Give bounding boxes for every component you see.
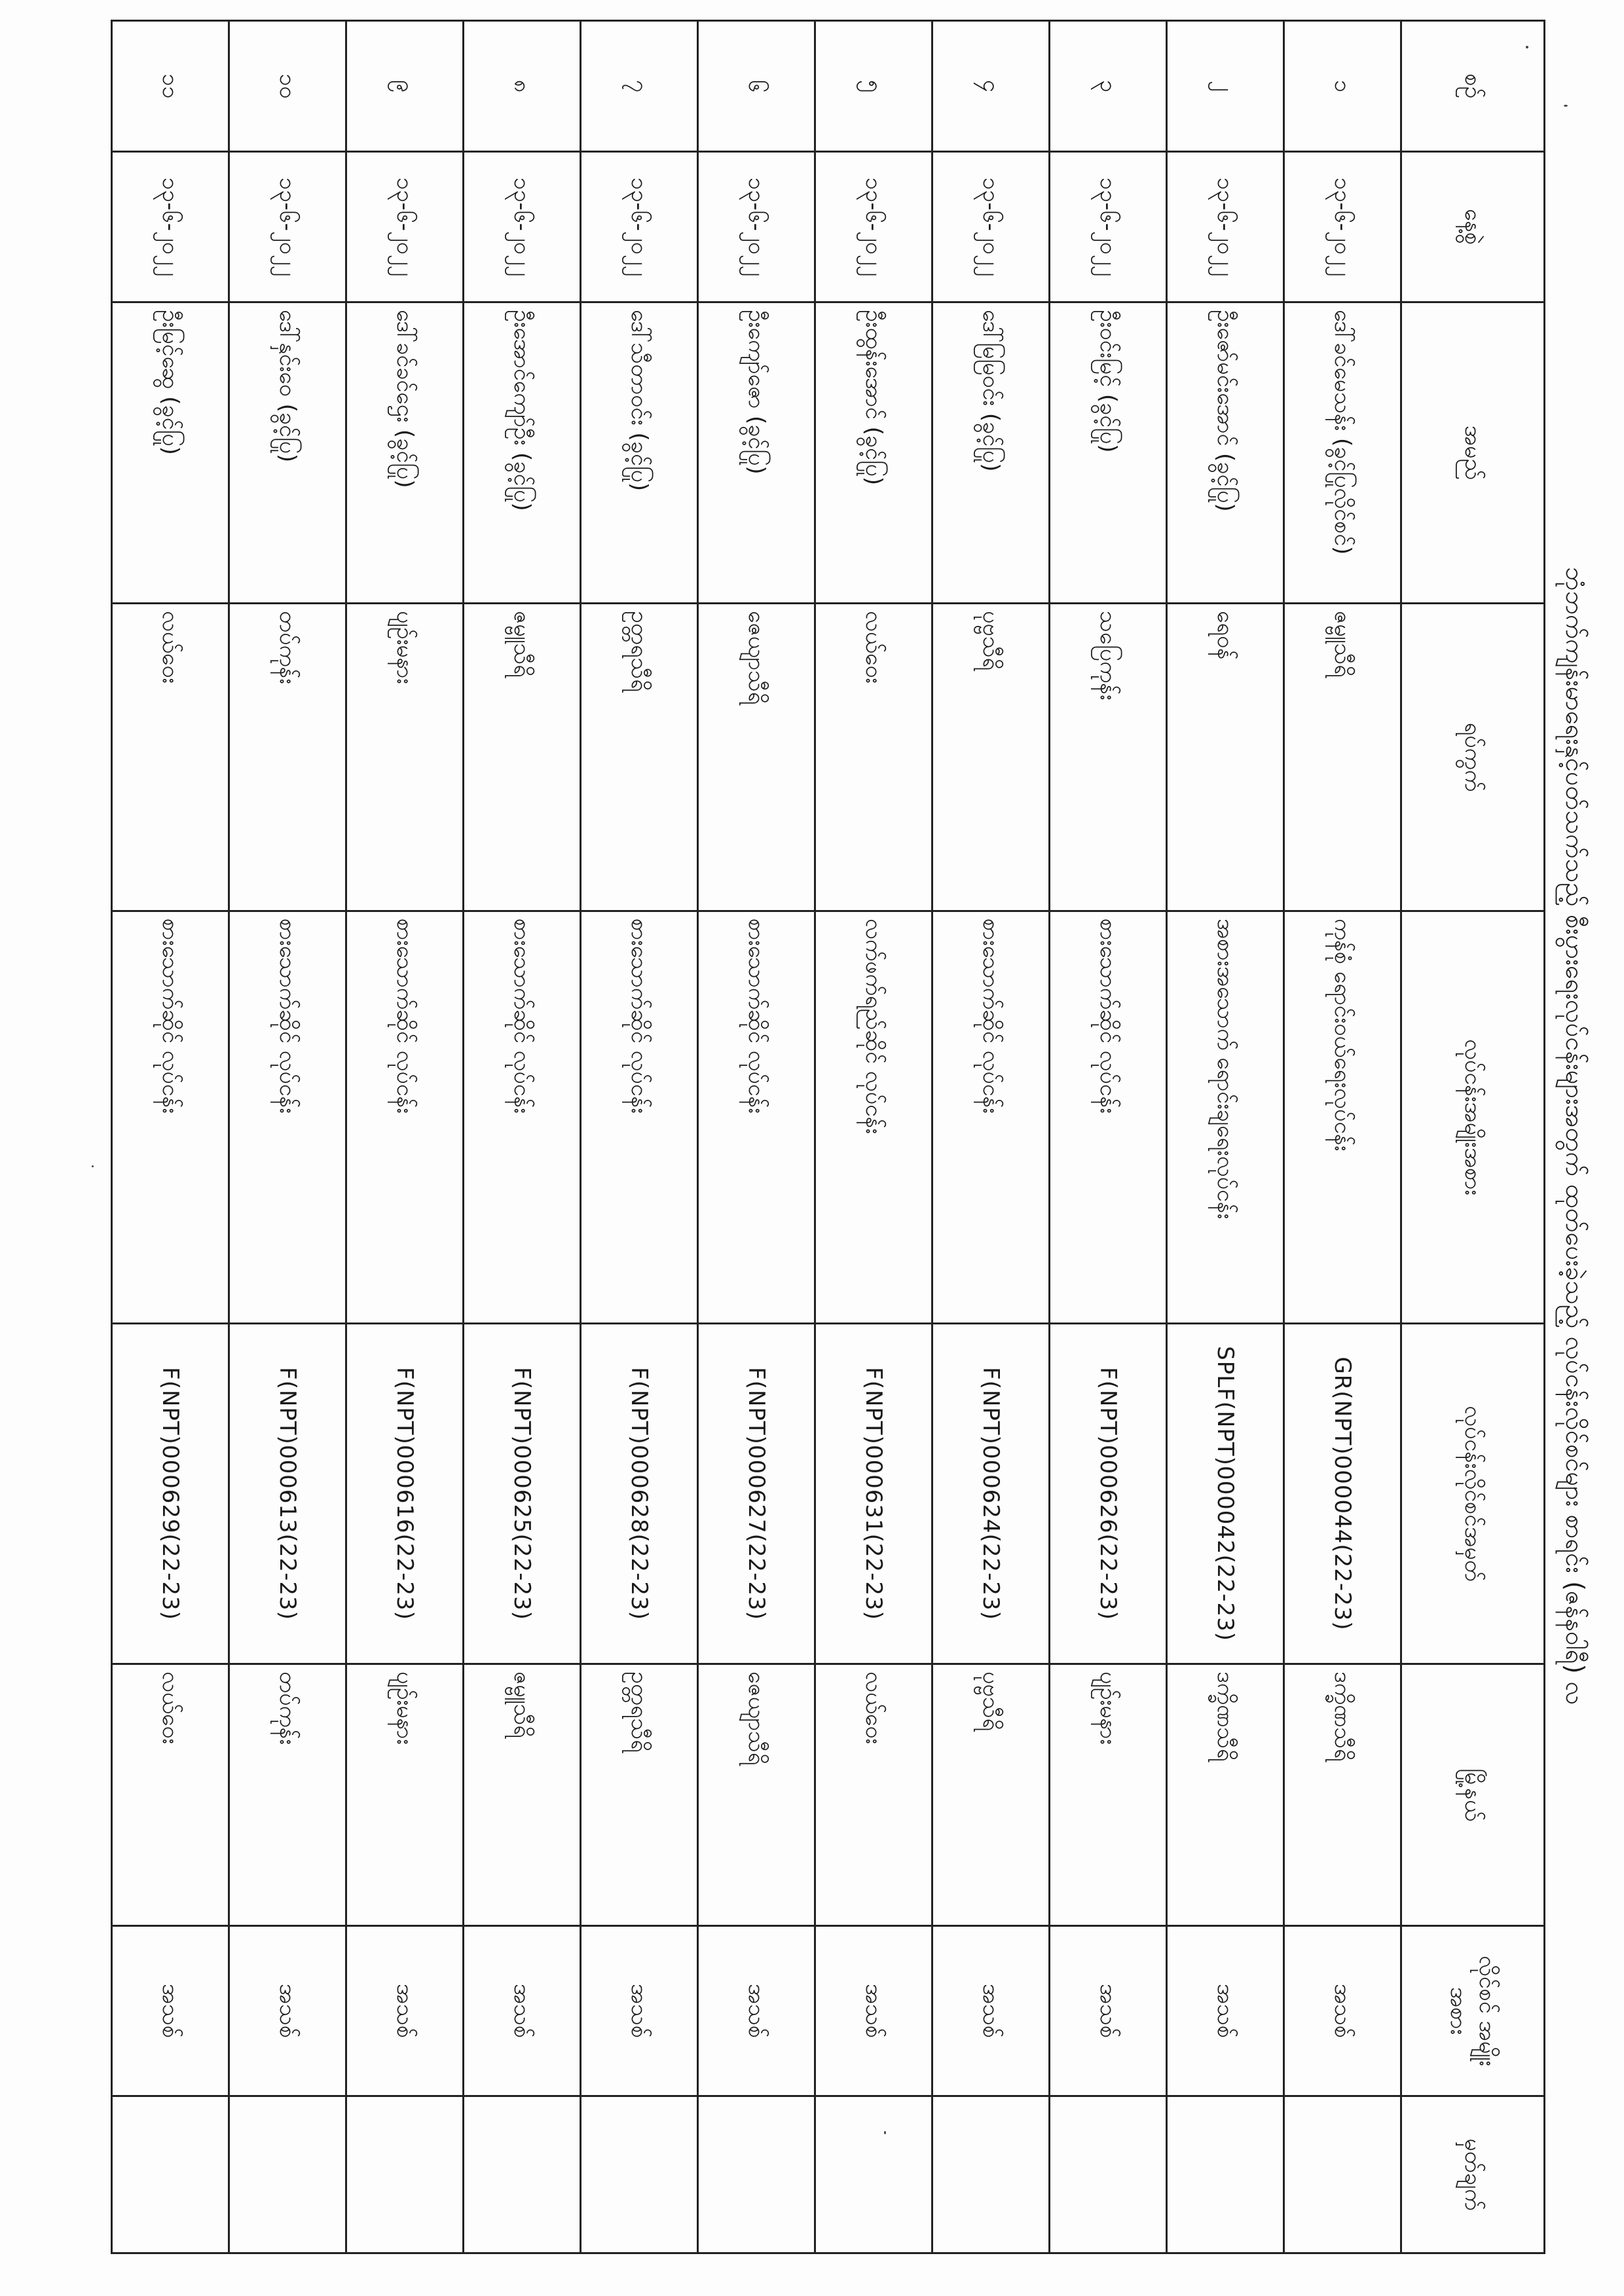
cell-license-type: အသစ် [815,1926,932,2096]
cell-license-number: F(NPT)000613(22-23) [229,1324,346,1664]
cell-date: ၁၃-၆-၂၀၂၂ [346,152,464,302]
cell-license-number: F(NPT)000631(22-23) [815,1324,932,1664]
cell-township: တပ်ကုန်း [229,1664,346,1926]
header-township: မြို့နယ် [1401,1664,1545,1926]
cell-owner: ဦးအောင်ကျော်ဦး (ခွင့်ပြု) [464,302,581,604]
cell-date: ၁၃-၆-၂၀၂၂ [581,152,698,302]
table-row [346,21,464,2253]
table-row [581,21,698,2253]
table-row [112,21,229,2253]
cell-ward: ရေဝန် [1167,604,1284,911]
cell-license-type: အသစ် [581,1926,698,2096]
cell-township: ဇေယျာသီရိ [698,1664,815,1926]
cell-no: ၁၀ [229,21,346,152]
cell-business: လက်ဖက်ရည်ဆိုင် လုပ်ငန်း [815,911,932,1324]
cell-date: ၁၃-၆-၂၀၂၂ [229,152,346,302]
cell-business: စားသောက်ဆိုင် လုပ်ငန်း [464,911,581,1324]
header-no: စဉ် [1401,21,1545,152]
table-row [932,21,1050,2253]
cell-township: ပျဉ်းမနား [346,1664,464,1926]
cell-license-type: အသစ် [112,1926,229,2096]
cell-date: ၁၃-၆-၂၀၂၂ [1284,152,1401,302]
cell-license-number: F(NPT)000624(22-23) [932,1324,1050,1664]
rotated-sheet [118,20,1604,2252]
table-row [698,21,815,2253]
cell-remark [815,2096,932,2253]
cell-owner: ဦးမြင့်ဆွေ (ခွင့်ပြု) [112,302,229,604]
cell-license-number: F(NPT)000616(22-23) [346,1324,464,1664]
cell-date: ၁၃-၆-၂၀၂၂ [1050,152,1167,302]
cell-no: ၂ [1167,21,1284,152]
cell-ward: ပုဗ္ဗသီရိ [932,604,1050,911]
cell-no: ၄ [932,21,1050,152]
header-owner: အမည် [1401,302,1545,604]
cell-license-type: အသစ် [1284,1926,1401,2096]
cell-business: စားသောက်ဆိုင် လုပ်ငန်း [346,911,464,1324]
cell-township: ပုဗ္ဗသီရိ [932,1664,1050,1926]
cell-business: စားသောက်ဆိုင် လုပ်ငန်း [932,911,1050,1324]
cell-license-type: အသစ် [932,1926,1050,2096]
cell-township: ဇမ္ဗူသီရိ [464,1664,581,1926]
cell-township: လယ်ဝေး [112,1664,229,1926]
header-business: လုပ်ငန်းအမျိုးအစား [1401,911,1545,1324]
page-title: ဘုံဘက်ကျန်းမာရေးနှင့်ပတ်သက်သည့် စီးပွားရေးလုပ်ငန်းများအတွက် ထုတ်ပေးခဲ့သည့် လုပ်ငန်းလိုင်စင်များ စာရင်း (ဇန်နဝါရီ) လ [1560,566,1589,1705]
scan-speck [1526,46,1528,48]
cell-township: လယ်ဝေး [815,1664,932,1926]
cell-remark [112,2096,229,2253]
cell-no: ၁၁ [112,21,229,152]
cell-ward: လယ်ဝေး [112,604,229,911]
cell-date: ၁၃-၆-၂၀၂၂ [112,152,229,302]
cell-owner: ဒေါ်ခင်မေသန်း (ခွင့်ပြုလိုင်စင်) [1284,302,1401,604]
cell-license-type: အသစ် [464,1926,581,2096]
scan-speck [1564,105,1568,107]
table-row [1050,21,1167,2253]
cell-remark [581,2096,698,2253]
cell-license-type: အသစ် [1167,1926,1284,2096]
cell-owner: ဒေါ်မြမြဝင်း (ခွင့်ပြု) [932,302,1050,604]
cell-remark [1167,2096,1284,2253]
cell-date: ၁၃-၆-၂၀၂၂ [1167,152,1284,302]
cell-no: ၃ [1050,21,1167,152]
table-body [112,21,1401,2253]
cell-date: ၁၃-၆-၂၀၂၂ [815,152,932,302]
table-row [1284,21,1401,2253]
cell-remark [698,2096,815,2253]
table-row [464,21,581,2253]
cell-business: ကုန်စုံ ရောင်းဝယ်ရေးလုပ်ငန်း [1284,911,1401,1324]
scan-speck [92,1165,94,1167]
cell-township: ဒက္ခိဏသီရိ [1284,1664,1401,1926]
cell-remark [229,2096,346,2253]
scan-speck [884,2131,886,2134]
cell-business: အစားအသောက် ရောင်းချရေးလုပ်ငန်း [1167,911,1284,1324]
cell-no: ၈ [464,21,581,152]
cell-license-type: အသစ် [346,1926,464,2096]
cell-owner: ဦးထွန်းအောင် (ခွင့်ပြု) [815,302,932,604]
cell-remark [1050,2096,1167,2253]
cell-owner: ဒေါ်သီတာဝင်း (ခွင့်ပြု) [581,302,698,604]
cell-owner: ဒေါ်နှင်းဝေ (ခွင့်ပြု) [229,302,346,604]
cell-township: ဒက္ခိဏသီရိ [1167,1664,1284,1926]
cell-date: ၁၃-၆-၂၀၂၂ [698,152,815,302]
table-header [1401,21,1545,2253]
cell-ward: ဥတ္တရသီရိ [581,604,698,911]
cell-license-type: အသစ် [229,1926,346,2096]
cell-business: စားသောက်ဆိုင် လုပ်ငန်း [229,911,346,1324]
cell-ward: ဇမ္ဗူသီရိ [1284,604,1401,911]
header-row [1401,21,1545,2253]
header-status: လိုင်စင် အမျိုးအစား [1401,1926,1545,2096]
cell-owner: ဦးဝင်းမြင့် (ခွင့်ပြု) [1050,302,1167,604]
cell-no: ၆ [698,21,815,152]
cell-business: စားသောက်ဆိုင် လုပ်ငန်း [112,911,229,1324]
table-row [229,21,346,2253]
cell-ward: လယ်ဝေး [815,604,932,911]
table-row [1167,21,1284,2253]
cell-license-number: F(NPT)000629(22-23) [112,1324,229,1664]
cell-remark [1284,2096,1401,2253]
cell-business: စားသောက်ဆိုင် လုပ်ငန်း [698,911,815,1324]
cell-owner: ဦးဇော်မင်းအောင် (ခွင့်ပြု) [1167,302,1284,604]
cell-license-type: အသစ် [698,1926,815,2096]
cell-no: ၁ [1284,21,1401,152]
cell-ward: သပြေကုန်း [1050,604,1167,911]
header-date: နေ့စွဲ [1401,152,1545,302]
cell-business: စားသောက်ဆိုင် လုပ်ငန်း [1050,911,1167,1324]
cell-license-number: F(NPT)000626(22-23) [1050,1324,1167,1664]
cell-owner: ဦးကျော်ဇော (ခွင့်ပြု) [698,302,815,604]
cell-township: ပျဉ်းမနား [1050,1664,1167,1926]
cell-owner: ဒေါ်ခင်ခင်ဌေး (ခွင့်ပြု) [346,302,464,604]
cell-no: ၉ [346,21,464,152]
header-reg: လုပ်ငန်းလိုင်စင်အမှတ် [1401,1324,1545,1664]
table-row [815,21,932,2253]
cell-remark [346,2096,464,2253]
cell-no: ၇ [581,21,698,152]
cell-license-number: F(NPT)000627(22-23) [698,1324,815,1664]
cell-license-number: SPLF(NPT)000042(22-23) [1167,1324,1284,1664]
cell-township: ဥတ္တရသီရိ [581,1664,698,1926]
cell-license-number: F(NPT)000625(22-23) [464,1324,581,1664]
cell-remark [464,2096,581,2253]
cell-date: ၁၃-၆-၂၀၂၂ [932,152,1050,302]
license-table [111,20,1545,2254]
header-ward: ရပ်ကွက် [1401,604,1545,911]
cell-no: ၅ [815,21,932,152]
cell-license-number: F(NPT)000628(22-23) [581,1324,698,1664]
cell-license-number: GR(NPT)000044(22-23) [1284,1324,1401,1664]
cell-date: ၁၃-၆-၂၀၂၂ [464,152,581,302]
header-remark: မှတ်ချက် [1401,2096,1545,2253]
cell-ward: တပ်ကုန်း [229,604,346,911]
cell-business: စားသောက်ဆိုင် လုပ်ငန်း [581,911,698,1324]
cell-remark [932,2096,1050,2253]
cell-ward: ပျဉ်းမနား [346,604,464,911]
cell-ward: ဇမ္ဗူသီရိ [464,604,581,911]
cell-license-type: အသစ် [1050,1926,1167,2096]
cell-ward: ဇေယျာသီရိ [698,604,815,911]
